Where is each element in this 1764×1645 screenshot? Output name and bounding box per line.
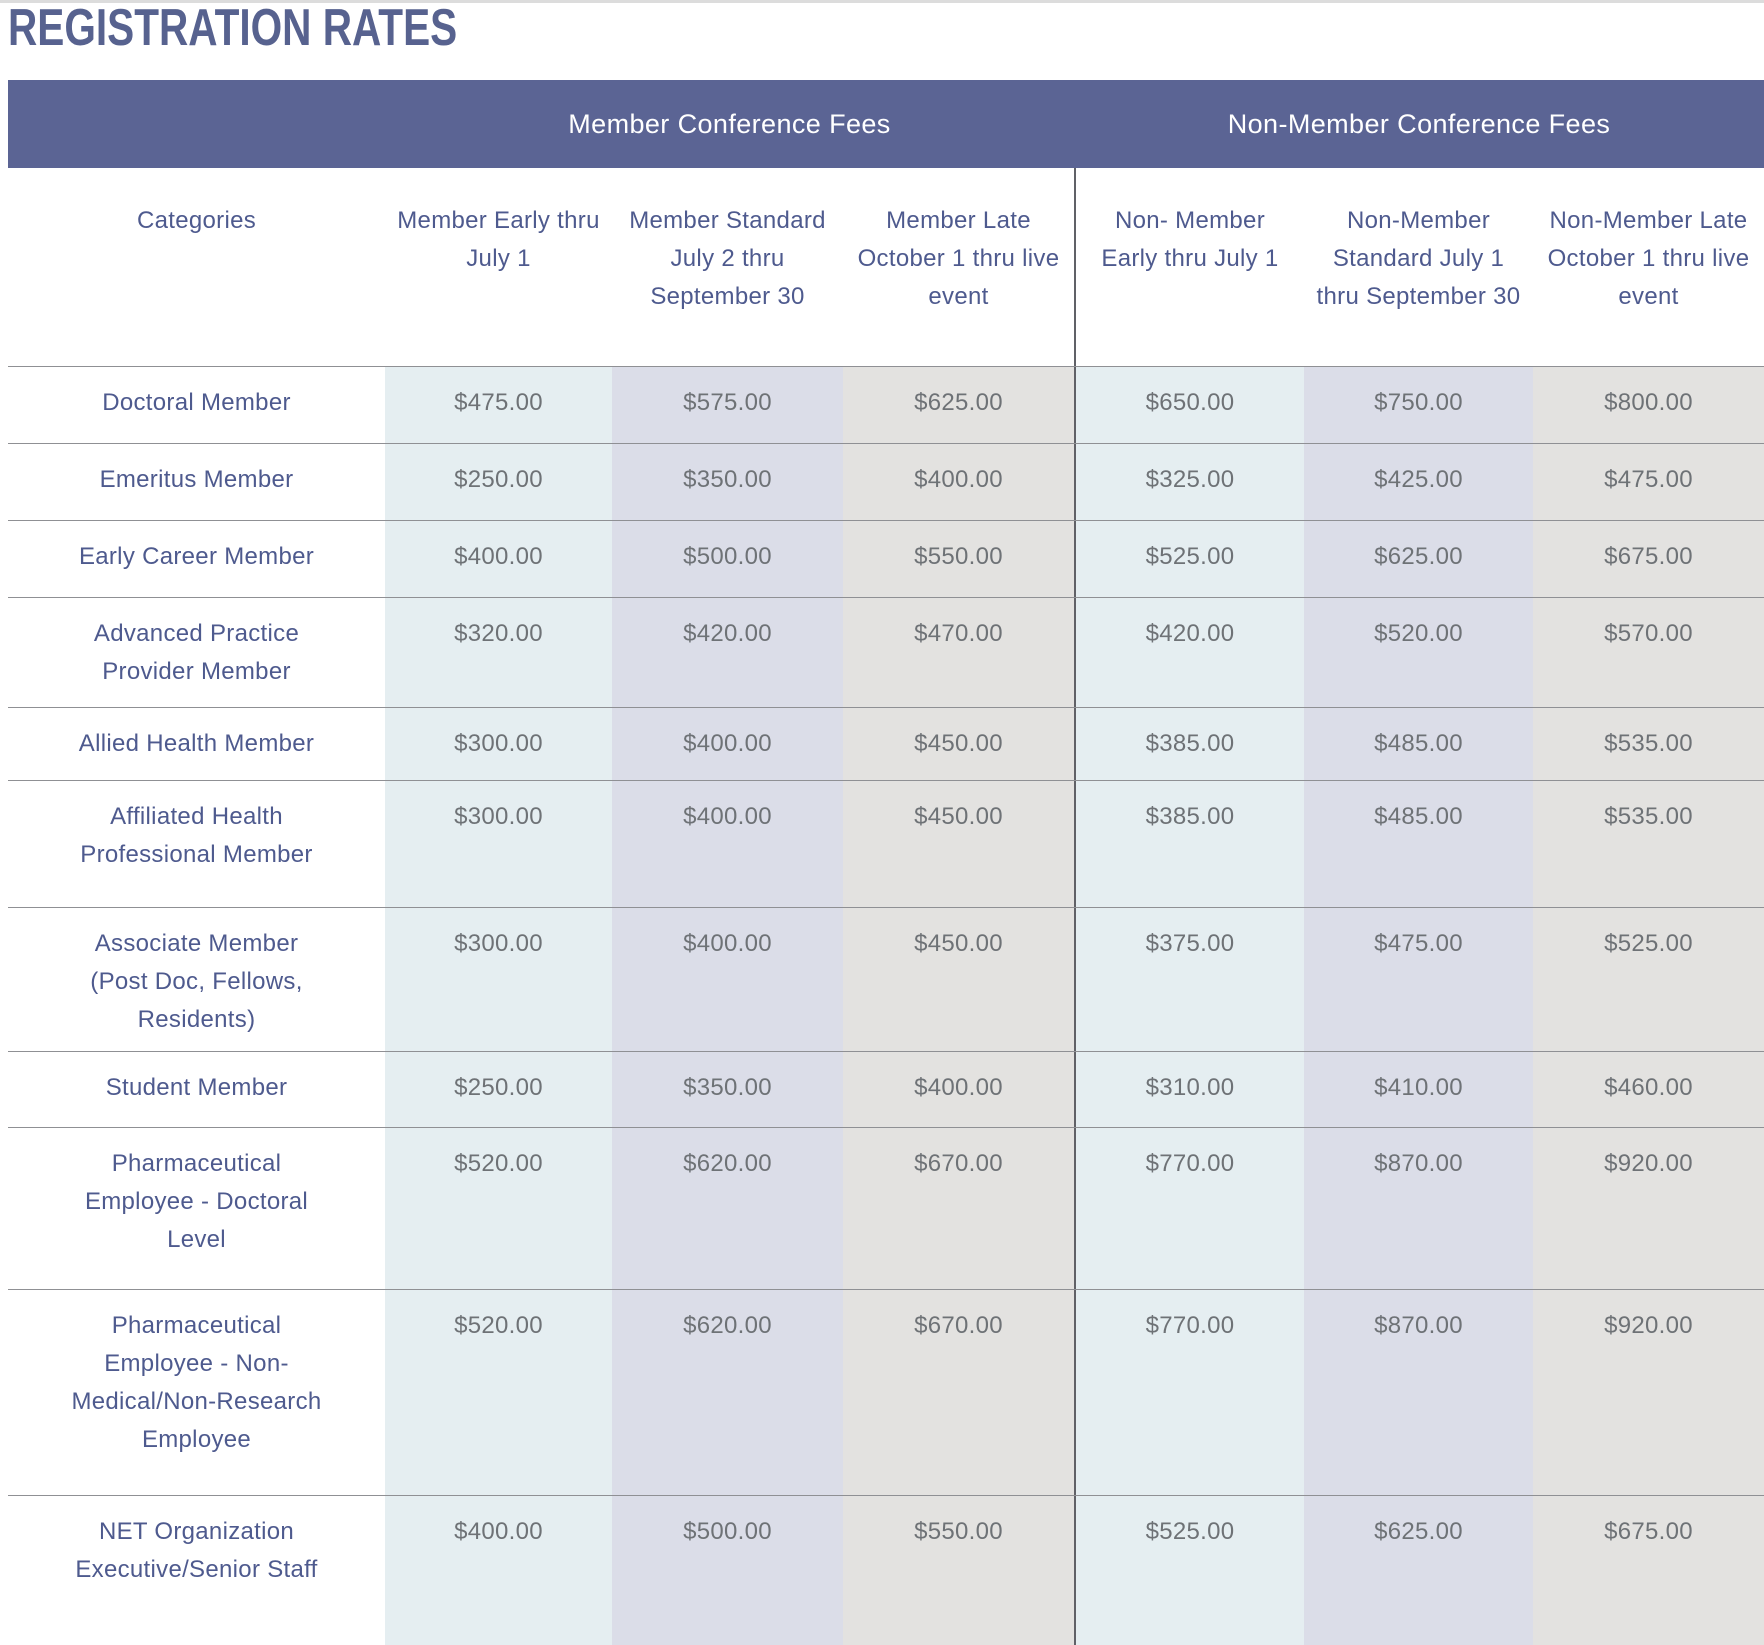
column-header-nonmember-late: Non-Member Late October 1 thru live event <box>1547 207 1750 310</box>
table-row <box>8 907 1764 1051</box>
nonmember-early-fee: $310.00 <box>1074 1052 1304 1127</box>
table-row <box>8 1051 1764 1127</box>
nonmember-early-fee: $385.00 <box>1074 781 1304 907</box>
nonmember-early-fee: $650.00 <box>1074 367 1304 443</box>
member-standard-fee: $500.00 <box>612 521 843 597</box>
member-standard-fee: $400.00 <box>612 708 843 780</box>
nonmember-standard-fee: $485.00 <box>1304 781 1533 907</box>
nonmember-standard-fee: $625.00 <box>1304 1496 1533 1645</box>
member-standard-fee: $400.00 <box>612 908 843 1051</box>
member-standard-fee: $620.00 <box>612 1290 843 1495</box>
member-late-fee: $550.00 <box>843 1496 1074 1645</box>
member-early-fee: $300.00 <box>385 781 612 907</box>
nonmember-standard-fee: $870.00 <box>1304 1290 1533 1495</box>
nonmember-late-fee: $920.00 <box>1533 1290 1764 1495</box>
table-row <box>8 1289 1764 1495</box>
table-row <box>8 443 1764 520</box>
nonmember-late-fee: $525.00 <box>1533 908 1764 1051</box>
column-header-member-late: Member Late October 1 thru live event <box>857 207 1060 310</box>
nonmember-late-fee: $675.00 <box>1533 521 1764 597</box>
member-early-fee: $475.00 <box>385 367 612 443</box>
nonmember-standard-fee: $410.00 <box>1304 1052 1533 1127</box>
row-category: Affiliated Health Professional Member <box>80 803 313 868</box>
nonmember-standard-fee: $485.00 <box>1304 708 1533 780</box>
page-title: REGISTRATION RATES <box>8 0 458 57</box>
nonmember-standard-fee: $520.00 <box>1304 598 1533 707</box>
row-category: NET Organization Executive/Senior Staff <box>75 1518 318 1583</box>
column-header-categories: Categories <box>136 207 257 234</box>
nonmember-early-fee: $420.00 <box>1074 598 1304 707</box>
member-late-fee: $550.00 <box>843 521 1074 597</box>
member-standard-fee: $575.00 <box>612 367 843 443</box>
registration-rates-table <box>8 80 1764 1645</box>
member-late-fee: $450.00 <box>843 908 1074 1051</box>
member-late-fee: $625.00 <box>843 367 1074 443</box>
member-standard-fee: $400.00 <box>612 781 843 907</box>
member-early-fee: $400.00 <box>385 1496 612 1645</box>
nonmember-early-fee: $770.00 <box>1074 1128 1304 1289</box>
nonmember-late-fee: $475.00 <box>1533 444 1764 520</box>
row-category: Pharmaceutical Employee - Non-Medical/Non-Research Employee <box>71 1312 322 1453</box>
table-body <box>8 366 1764 1645</box>
nonmember-late-fee: $535.00 <box>1533 708 1764 780</box>
member-early-fee: $520.00 <box>385 1128 612 1289</box>
column-header-member-early: Member Early thru July 1 <box>397 207 600 272</box>
nonmember-early-fee: $325.00 <box>1074 444 1304 520</box>
column-header-member-standard: Member Standard July 2 thru September 30 <box>629 207 826 310</box>
nonmember-late-fee: $920.00 <box>1533 1128 1764 1289</box>
row-category: Pharmaceutical Employee - Doctoral Level <box>84 1150 309 1253</box>
nonmember-standard-fee: $625.00 <box>1304 521 1533 597</box>
nonmember-early-fee: $385.00 <box>1074 708 1304 780</box>
row-category: Associate Member (Post Doc, Fellows, Residents) <box>90 930 303 1033</box>
nonmember-early-fee: $525.00 <box>1074 521 1304 597</box>
nonmember-standard-fee: $425.00 <box>1304 444 1533 520</box>
nonmember-standard-fee: $475.00 <box>1304 908 1533 1051</box>
nonmember-late-fee: $535.00 <box>1533 781 1764 907</box>
nonmember-early-fee: $770.00 <box>1074 1290 1304 1495</box>
column-header-nonmember-early: Non- Member Early thru July 1 <box>1074 168 1304 366</box>
member-late-fee: $450.00 <box>843 708 1074 780</box>
table-row <box>8 597 1764 707</box>
table-row <box>8 707 1764 780</box>
group-header-row <box>8 80 1764 168</box>
nonmember-late-fee: $675.00 <box>1533 1496 1764 1645</box>
table-row <box>8 1495 1764 1645</box>
nonmember-late-fee: $800.00 <box>1533 367 1764 443</box>
nonmember-late-fee: $460.00 <box>1533 1052 1764 1127</box>
group-header-spacer <box>8 80 385 168</box>
member-early-fee: $520.00 <box>385 1290 612 1495</box>
member-standard-fee: $620.00 <box>612 1128 843 1289</box>
nonmember-standard-fee: $750.00 <box>1304 367 1533 443</box>
member-late-fee: $470.00 <box>843 598 1074 707</box>
member-standard-fee: $420.00 <box>612 598 843 707</box>
nonmember-standard-fee: $870.00 <box>1304 1128 1533 1289</box>
row-category: Student Member <box>105 1074 288 1101</box>
member-late-fee: $450.00 <box>843 781 1074 907</box>
row-category: Allied Health Member <box>78 730 315 757</box>
row-category: Advanced Practice Provider Member <box>93 620 300 685</box>
member-early-fee: $250.00 <box>385 444 612 520</box>
member-late-fee: $400.00 <box>843 1052 1074 1127</box>
row-category: Doctoral Member <box>102 389 291 416</box>
table-row <box>8 780 1764 907</box>
member-standard-fee: $500.00 <box>612 1496 843 1645</box>
member-early-fee: $400.00 <box>385 521 612 597</box>
member-late-fee: $400.00 <box>843 444 1074 520</box>
table-row <box>8 1127 1764 1289</box>
member-early-fee: $250.00 <box>385 1052 612 1127</box>
row-category: Emeritus Member <box>99 466 294 493</box>
member-early-fee: $300.00 <box>385 908 612 1051</box>
column-header-nonmember-standard: Non-Member Standard July 1 thru September 30 <box>1316 207 1521 310</box>
nonmember-early-fee: $375.00 <box>1074 908 1304 1051</box>
nonmember-early-fee: $525.00 <box>1074 1496 1304 1645</box>
member-fees-group-header: Member Conference Fees <box>568 108 891 139</box>
member-standard-fee: $350.00 <box>612 1052 843 1127</box>
member-early-fee: $300.00 <box>385 708 612 780</box>
member-early-fee: $320.00 <box>385 598 612 707</box>
nonmember-late-fee: $570.00 <box>1533 598 1764 707</box>
member-late-fee: $670.00 <box>843 1128 1074 1289</box>
column-header-row <box>8 168 1764 366</box>
member-late-fee: $670.00 <box>843 1290 1074 1495</box>
table-row <box>8 366 1764 443</box>
member-standard-fee: $350.00 <box>612 444 843 520</box>
row-category: Early Career Member <box>78 543 315 570</box>
nonmember-fees-group-header: Non-Member Conference Fees <box>1227 108 1611 139</box>
table-row <box>8 520 1764 597</box>
